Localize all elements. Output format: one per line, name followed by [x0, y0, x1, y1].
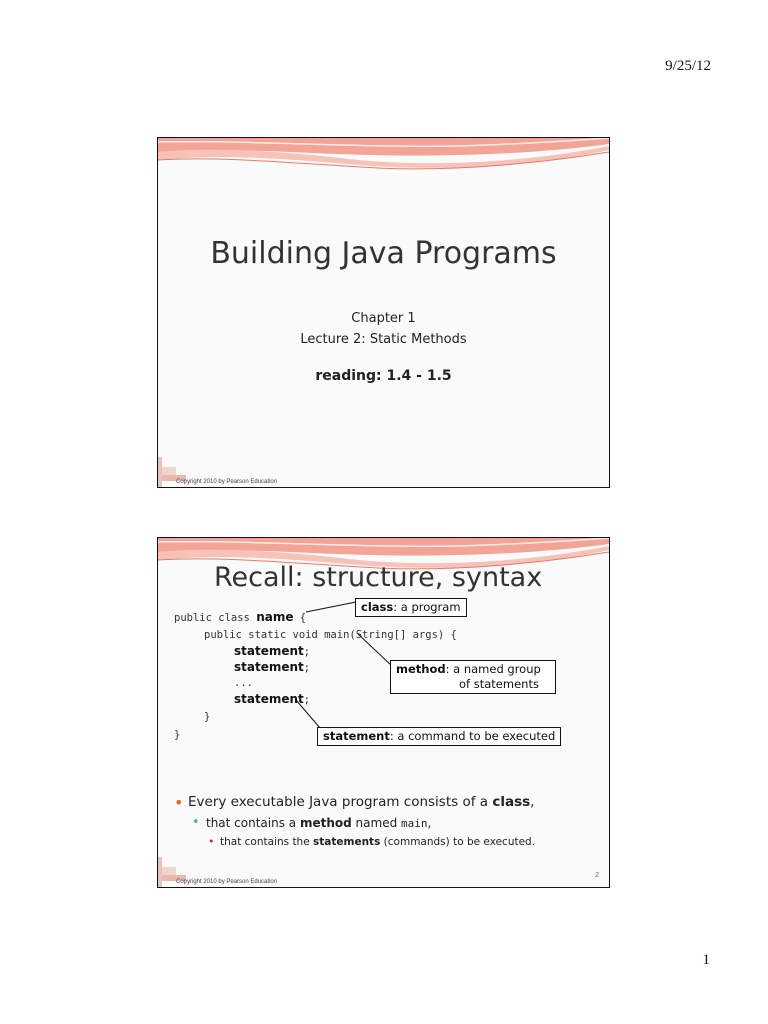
- code-semicolon: ;: [303, 646, 311, 658]
- bullet-text: that contains a: [206, 816, 300, 830]
- bullet-code: main: [401, 817, 428, 830]
- slide-number: 2: [595, 872, 599, 879]
- callout-statement: [317, 727, 561, 746]
- slide-1: [157, 137, 610, 488]
- code-semicolon: ;: [303, 694, 311, 706]
- bullet-text: Every executable Java program consists of a: [188, 794, 493, 810]
- callout-term: statement: [323, 729, 390, 743]
- code-statement: statement: [234, 660, 304, 674]
- slide-subtitle: [158, 308, 609, 350]
- slide-title: Recall: structure, syntax: [214, 562, 543, 593]
- header-swoosh-graphic: [158, 138, 609, 178]
- code-statement: statement: [234, 692, 304, 706]
- slide-2: [157, 537, 610, 888]
- callout-desc: : a named group: [445, 662, 541, 676]
- code-brace: {: [293, 612, 307, 624]
- bullet-text: named: [351, 816, 402, 830]
- code-keywords: public class: [174, 612, 257, 624]
- callout-class: [355, 598, 467, 617]
- bullet-text: that contains the: [220, 836, 314, 848]
- bullet-bold: method: [299, 816, 352, 830]
- copyright-text: Copyright 2010 by Pearson Education: [176, 879, 278, 885]
- bullet-level-1: [172, 794, 602, 810]
- page-number: 1: [702, 952, 710, 968]
- bullet-text: (commands) to be executed.: [380, 836, 536, 848]
- code-line-close-inner: }: [204, 711, 211, 723]
- bullet-bold: class: [492, 794, 531, 810]
- callout-method: [390, 660, 556, 694]
- code-statement: statement: [234, 644, 304, 658]
- callout-desc-line2: of statements: [459, 677, 539, 691]
- bullet-level-3: [172, 836, 602, 848]
- code-class-name: name: [256, 610, 294, 624]
- code-line-ellipsis: ...: [234, 677, 253, 689]
- copyright-text: Copyright 2010 by Pearson Education: [176, 479, 278, 485]
- code-semicolon: ;: [303, 662, 311, 674]
- callout-desc: : a program: [393, 600, 461, 614]
- bullet-list: [172, 794, 602, 848]
- code-line-close-outer: }: [174, 729, 181, 741]
- callout-term: method: [396, 662, 446, 676]
- page-date: 9/25/12: [665, 58, 711, 74]
- bullet-text: ,: [530, 794, 535, 810]
- callout-term: class: [361, 600, 394, 614]
- bullet-bold: statements: [313, 836, 381, 848]
- chapter-label: Chapter 1: [351, 311, 416, 326]
- code-line-main: public static void main(String[] args) {: [204, 629, 457, 641]
- reading-label: reading: 1.4 - 1.5: [315, 368, 452, 384]
- bullet-level-2: [172, 816, 602, 830]
- slide-title: Building Java Programs: [210, 236, 557, 271]
- bullet-text: ,: [427, 816, 432, 830]
- lecture-label: Lecture 2: Static Methods: [300, 332, 467, 347]
- callout-desc: : a command to be executed: [389, 729, 556, 743]
